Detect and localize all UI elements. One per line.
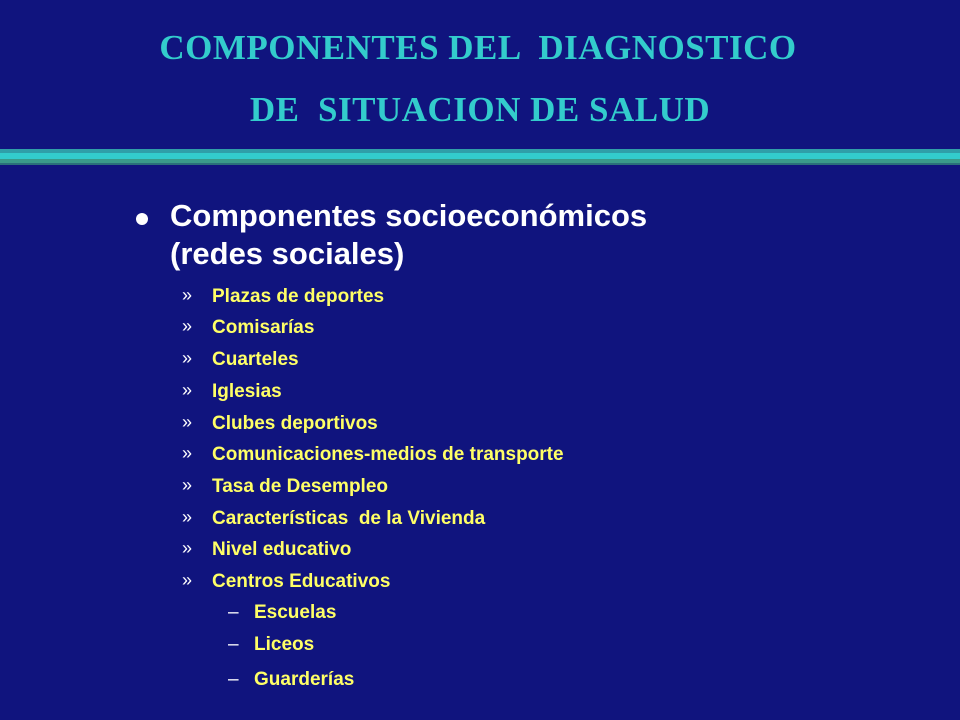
chevron-right-icon: » [182, 538, 193, 558]
list-item-label: Nivel educativo [212, 539, 352, 560]
dash-icon: – [228, 634, 239, 655]
list-item-label: Clubes deportivos [212, 413, 378, 434]
chevron-right-icon: » [182, 380, 193, 400]
main-bullet-text [170, 197, 647, 273]
list-item-label: Tasa de Desempleo [212, 476, 389, 497]
chevron-right-icon: » [182, 348, 193, 368]
list-item-label: Iglesias [212, 381, 282, 402]
chevron-right-icon: » [182, 507, 193, 527]
chevron-right-icon: » [182, 316, 193, 336]
chevron-right-icon: » [182, 443, 193, 463]
slide-title-line-1: COMPONENTES DEL DIAGNOSTICO [159, 28, 797, 67]
sub-list-item-label: Guarderías [254, 669, 355, 690]
bullet-dot-icon [136, 213, 148, 225]
main-bullet-line-1: Componentes socioeconómicos [170, 198, 648, 233]
sub-list-item-label: Escuelas [254, 602, 337, 623]
slide-title-line-2: DE SITUACION DE SALUD [249, 90, 711, 129]
chevron-right-icon: » [182, 412, 193, 432]
sub-list-item-label: Liceos [254, 634, 315, 655]
chevron-right-icon: » [182, 285, 193, 305]
list-item-label: Cuarteles [212, 349, 299, 370]
dash-icon: – [228, 602, 239, 623]
chevron-right-icon: » [182, 475, 193, 495]
chevron-right-icon: » [182, 570, 193, 590]
list-item-label: Comisarías [212, 317, 315, 338]
title-divider [0, 163, 960, 165]
main-bullet-line-2: (redes sociales) [170, 236, 405, 271]
dash-icon: – [228, 669, 239, 690]
list-item-label: Comunicaciones-medios de transporte [212, 444, 564, 465]
list-item-label: Características de la Vivienda [212, 508, 486, 529]
list-item-label: Centros Educativos [212, 571, 391, 592]
list-item-label: Plazas de deportes [212, 286, 385, 307]
